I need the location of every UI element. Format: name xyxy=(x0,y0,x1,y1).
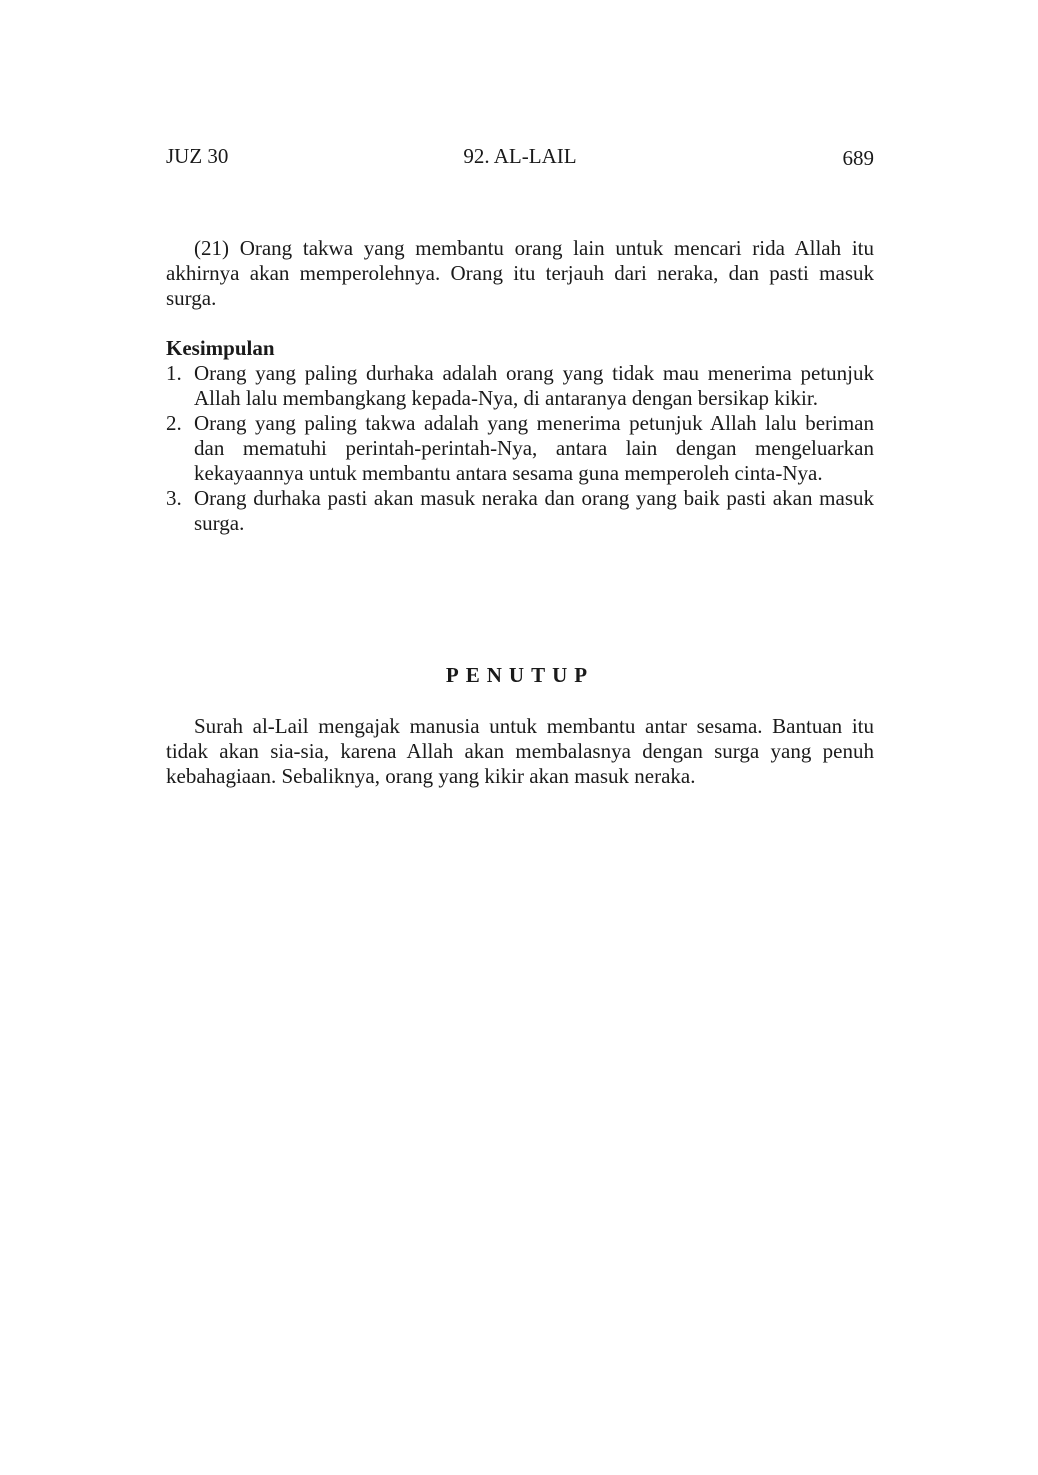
intro-section xyxy=(166,236,874,311)
conclusion-list xyxy=(166,361,874,536)
closing-section xyxy=(166,714,874,789)
juz-label: JUZ 30 xyxy=(166,144,229,168)
page-number: 689 xyxy=(842,146,874,170)
verse-21-paragraph: (21) Orang takwa yang membantu orang lain untuk mencari rida Allah itu akhirnya akan memperolehnya. Orang itu terjauh dari neraka, dan pasti masuk surga. xyxy=(166,236,874,310)
list-number: 2. xyxy=(166,411,182,435)
conclusion-item xyxy=(166,486,874,536)
list-item-text: Orang yang paling takwa adalah yang menerima petunjuk Allah lalu beriman dan mematuhi perintah-perintah-Nya, antara lain dengan mengeluarkan kekayaannya untuk membantu antara sesama guna memperoleh cinta-Nya. xyxy=(194,411,874,485)
closing-heading: PENUTUP xyxy=(445,663,595,687)
surah-title: 92. AL-LAIL xyxy=(463,144,577,168)
conclusion-heading: Kesimpulan xyxy=(166,336,275,360)
conclusion-item xyxy=(166,411,874,486)
list-number: 3. xyxy=(166,486,182,510)
list-item-text: Orang durhaka pasti akan masuk neraka dan orang yang baik pasti akan masuk surga. xyxy=(194,486,874,535)
list-item-text: Orang yang paling durhaka adalah orang yang tidak mau menerima petunjuk Allah lalu membangkang kepada-Nya, di antaranya dengan bersikap kikir. xyxy=(194,361,874,410)
conclusion-item xyxy=(166,361,874,411)
running-header xyxy=(166,144,874,174)
conclusion-section xyxy=(166,336,874,536)
closing-paragraph: Surah al-Lail mengajak manusia untuk membantu antar sesama. Bantuan itu tidak akan sia-sia, karena Allah akan membalasnya dengan surga yang penuh kebahagiaan. Sebaliknya, orang yang kikir akan masuk neraka. xyxy=(166,714,874,788)
list-number: 1. xyxy=(166,361,182,385)
